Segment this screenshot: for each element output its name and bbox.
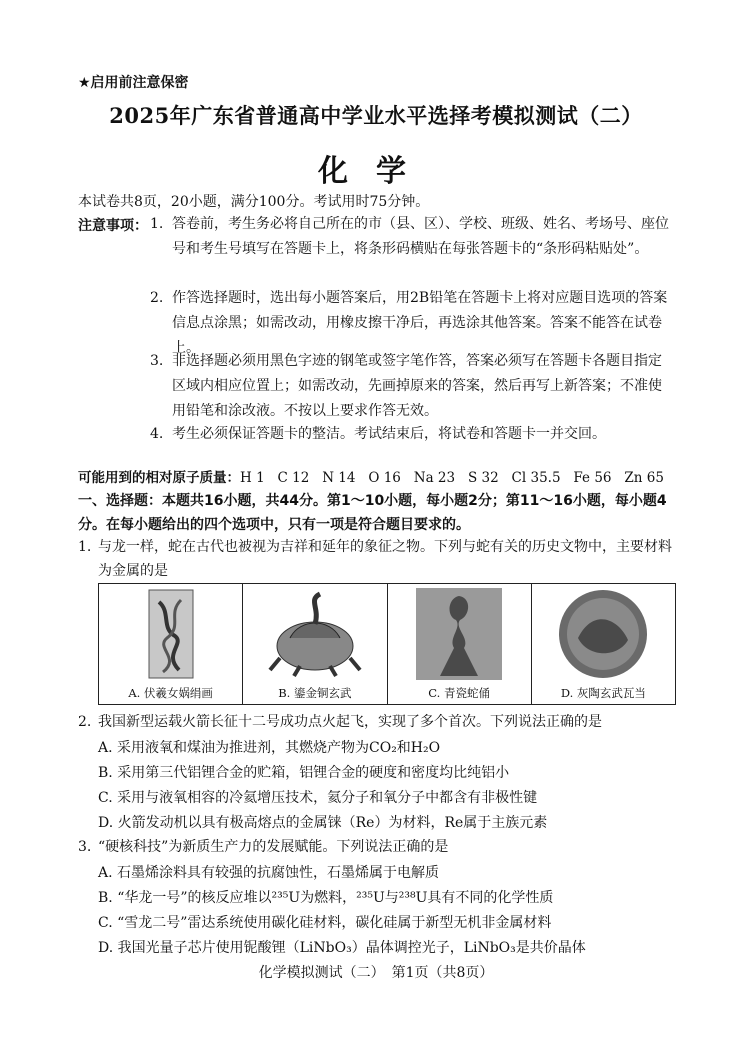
gray-pottery-tile-icon: [548, 588, 658, 680]
atomic-masses: [78, 466, 664, 486]
figure-caption: D. 灰陶玄武瓦当: [560, 686, 646, 700]
question-1: [78, 535, 678, 583]
q3-option-d: D. 我国光量子芯片使用铌酸锂（LiNbO₃）晶体调控光子，LiNbO₃是共价晶体: [98, 940, 586, 956]
question-number: 2.: [78, 714, 92, 730]
q2-option-a: A. 采用液氧和煤油为推进剂，其燃烧产物为CO₂和H₂O: [98, 740, 441, 756]
figure-cell-a: [99, 584, 243, 704]
figure-caption: B. 鎏金铜玄武: [278, 686, 352, 700]
exam-intro: 本试卷共8页，20小题，满分100分。考试用时75分钟。: [78, 194, 430, 210]
note-number: 1.: [150, 216, 164, 232]
note-text: 答卷前，考生务必将自己所在的市（县、区）、学校、班级、姓名、考场号、座位号和考生号填写在答题卡上，将条形码横贴在每张答题卡的“条形码粘贴处”。: [172, 216, 669, 257]
note-item: [150, 349, 670, 424]
question-number: 1.: [78, 539, 92, 555]
note-text: 考生必须保证答题卡的整洁。考试结束后，将试卷和答题卡一并交回。: [172, 426, 606, 442]
page-footer: 化学模拟测试（二） 第1页（共8页）: [258, 965, 494, 981]
note-text: 非选择题必须用黑色字迹的钢笔或签字笔作答，答案必须写在答题卡各题目指定区域内相应位置上；如需改动，先画掉原来的答案，然后再写上新答案；不准使用铅笔和涂改液。不按以上要求作答无效。: [172, 353, 662, 419]
subject-title: 化学: [318, 154, 434, 189]
note-number: 4.: [150, 426, 164, 442]
section-heading: 一、选择题：本题共16小题，共44分。第1～10小题，每小题2分；第11～16小题，每小题4分。在每小题给出的四个选项中，只有一项是符合题目要求的。: [78, 493, 667, 533]
note-item: [150, 422, 670, 447]
figure-cell-d: [532, 584, 675, 704]
note-number: 2.: [150, 290, 164, 306]
bronze-turtle-snake-icon: [260, 588, 370, 680]
figure-caption: A. 伏羲女娲绢画: [128, 686, 213, 700]
q3-option-a: A. 石墨烯涂料具有较强的抗腐蚀性，石墨烯属于电解质: [98, 865, 440, 881]
question-text: 我国新型运载火箭长征十二号成功点火起飞，实现了多个首次。下列说法正确的是: [98, 714, 602, 730]
silk-painting-icon: [141, 588, 201, 680]
question-text: “硬核科技”为新质生产力的发展赋能。下列说法正确的是: [98, 839, 449, 855]
confidential-mark: ★启用前注意保密: [78, 75, 189, 91]
question-3: [78, 835, 678, 859]
question-number: 3.: [78, 839, 92, 855]
celadon-snake-figurine-icon: [414, 588, 504, 680]
note-text: 作答选择题时，选出每小题答案后，用2B铅笔在答题卡上将对应题目选项的答案信息点涂黑；如需改动，用橡皮擦干净后，再选涂其他答案。答案不能答在试卷上。: [172, 290, 668, 356]
q3-option-b: B. “华龙一号”的核反应堆以²³⁵U为燃料，²³⁵U与²³⁸U具有不同的化学性质: [98, 890, 554, 906]
figure-cell-b: [243, 584, 387, 704]
q2-option-c: C. 采用与液氧相容的冷氦增压技术，氦分子和氧分子中都含有非极性键: [98, 790, 538, 806]
note-number: 3.: [150, 353, 164, 369]
note-item: [150, 212, 670, 262]
q2-option-b: B. 采用第三代铝锂合金的贮箱，铝锂合金的硬度和密度均比纯铝小: [98, 765, 510, 781]
question-2: [78, 710, 678, 734]
artifact-figure: [98, 583, 676, 705]
page-title: 2025年广东省普通高中学业水平选择考模拟测试（二）: [109, 103, 643, 128]
q3-option-c: C. “雪龙二号”雷达系统使用碳化硅材料，碳化硅属于新型无机非金属材料: [98, 915, 552, 931]
atomic-masses-label: 可能用到的相对原子质量：: [78, 470, 240, 486]
figure-cell-c: [388, 584, 532, 704]
q2-option-d: D. 火箭发动机以具有极高熔点的金属铼（Re）为材料，Re属于主族元素: [98, 815, 548, 831]
notes-label: 注意事项：: [78, 218, 148, 234]
question-text: 与龙一样，蛇在古代也被视为吉祥和延年的象征之物。下列与蛇有关的历史文物中，主要材料为金属的是: [98, 539, 672, 579]
figure-caption: C. 青瓷蛇俑: [428, 686, 490, 700]
atomic-masses-values: H 1 C 12 N 14 O 16 Na 23 S 32 Cl 35.5 Fe 56 Zn 65: [240, 470, 664, 486]
